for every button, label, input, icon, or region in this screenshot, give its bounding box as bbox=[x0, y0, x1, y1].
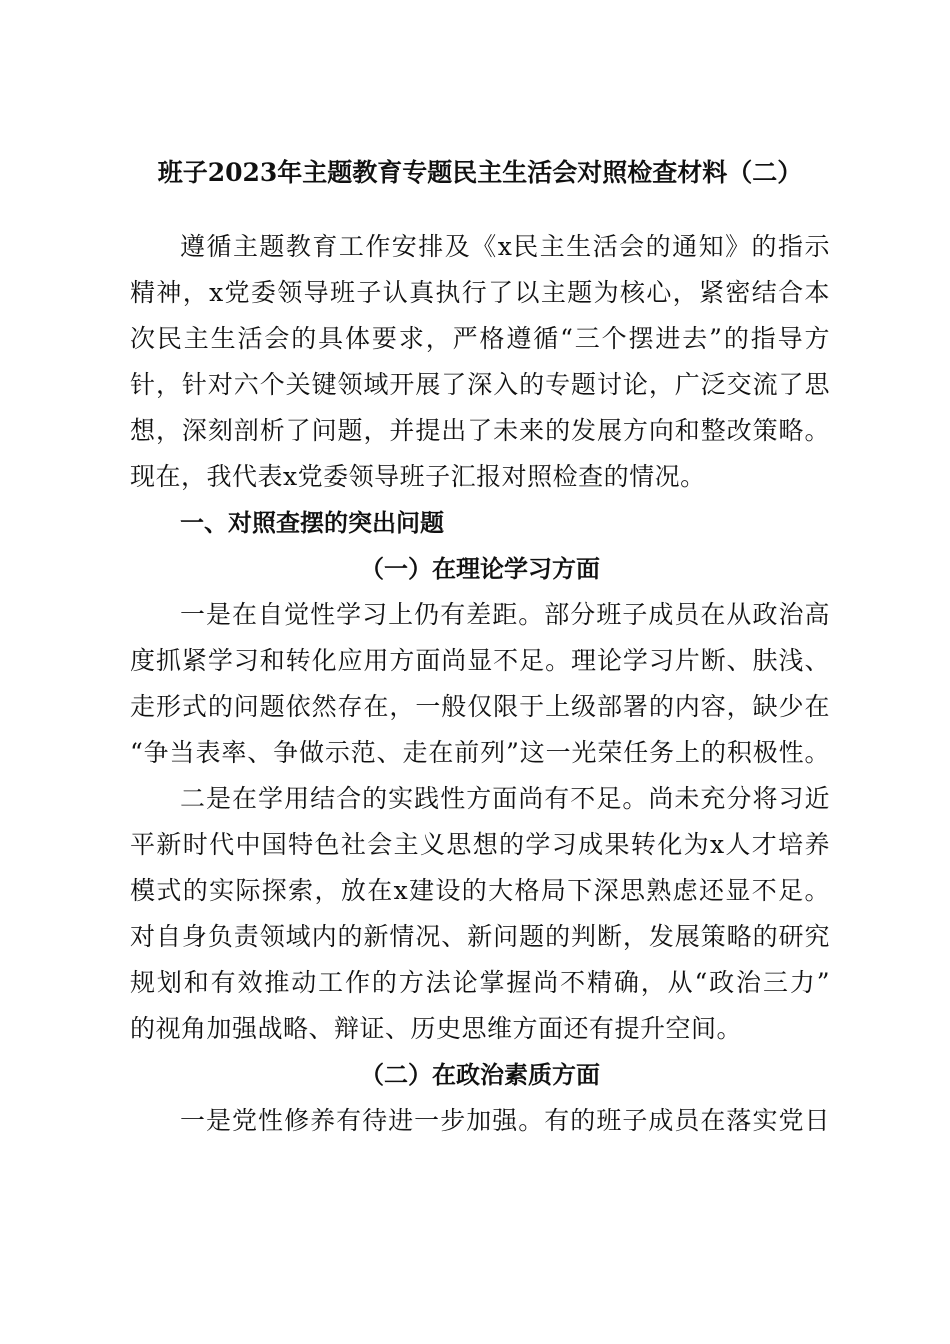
para2-line-2: 平新时代中国特色社会主义思想的学习成果转化为x人才培养 bbox=[130, 830, 830, 859]
intro-line-2: 精神，x党委领导班子认真执行了以主题为核心，紧密结合本 bbox=[130, 278, 830, 307]
para1-line-3: 走形式的问题依然存在，一般仅限于上级部署的内容，缺少在 bbox=[130, 692, 830, 721]
para3-line-1: 一是党性修养有待进一步加强。有的班子成员在落实党日 bbox=[180, 1106, 830, 1135]
intro-line-5: 想，深刻剖析了问题，并提出了未来的发展方向和整改策略。 bbox=[130, 416, 830, 445]
section-heading-1: 一、对照查摆的突出问题 bbox=[180, 509, 444, 537]
para1-line-2: 度抓紧学习和转化应用方面尚显不足。理论学习片断、肤浅、 bbox=[130, 646, 830, 675]
intro-line-4: 针，针对六个关键领域开展了深入的专题讨论，广泛交流了思 bbox=[130, 370, 830, 399]
intro-line-3: 次民主生活会的具体要求，严格遵循“三个摆进去”的指导方 bbox=[130, 324, 830, 353]
para1-line-1: 一是在自觉性学习上仍有差距。部分班子成员在从政治高 bbox=[180, 600, 830, 629]
para1-line-4: “争当表率、争做示范、走在前列”这一光荣任务上的积极性。 bbox=[130, 738, 830, 767]
para2-line-4: 对自身负责领域内的新情况、新问题的判断，发展策略的研究 bbox=[130, 922, 830, 951]
subheading-theory-study: （一）在理论学习方面 bbox=[360, 554, 600, 583]
document-title: 班子2023年主题教育专题民主生活会对照检查材料（二） bbox=[157, 158, 803, 187]
para2-line-6: 的视角加强战略、辩证、历史思维方面还有提升空间。 bbox=[130, 1014, 743, 1043]
para2-line-3: 模式的实际探索，放在x建设的大格局下深思熟虑还显不足。 bbox=[130, 876, 830, 905]
para2-line-5: 规划和有效推动工作的方法论掌握尚不精确，从“政治三力” bbox=[130, 968, 830, 997]
intro-line-1: 遵循主题教育工作安排及《x民主生活会的通知》的指示 bbox=[180, 232, 830, 261]
para2-line-1: 二是在学用结合的实践性方面尚有不足。尚未充分将习近 bbox=[180, 784, 830, 813]
subheading-political-quality: （二）在政治素质方面 bbox=[360, 1060, 600, 1089]
intro-line-6: 现在，我代表x党委领导班子汇报对照检查的情况。 bbox=[130, 462, 706, 491]
